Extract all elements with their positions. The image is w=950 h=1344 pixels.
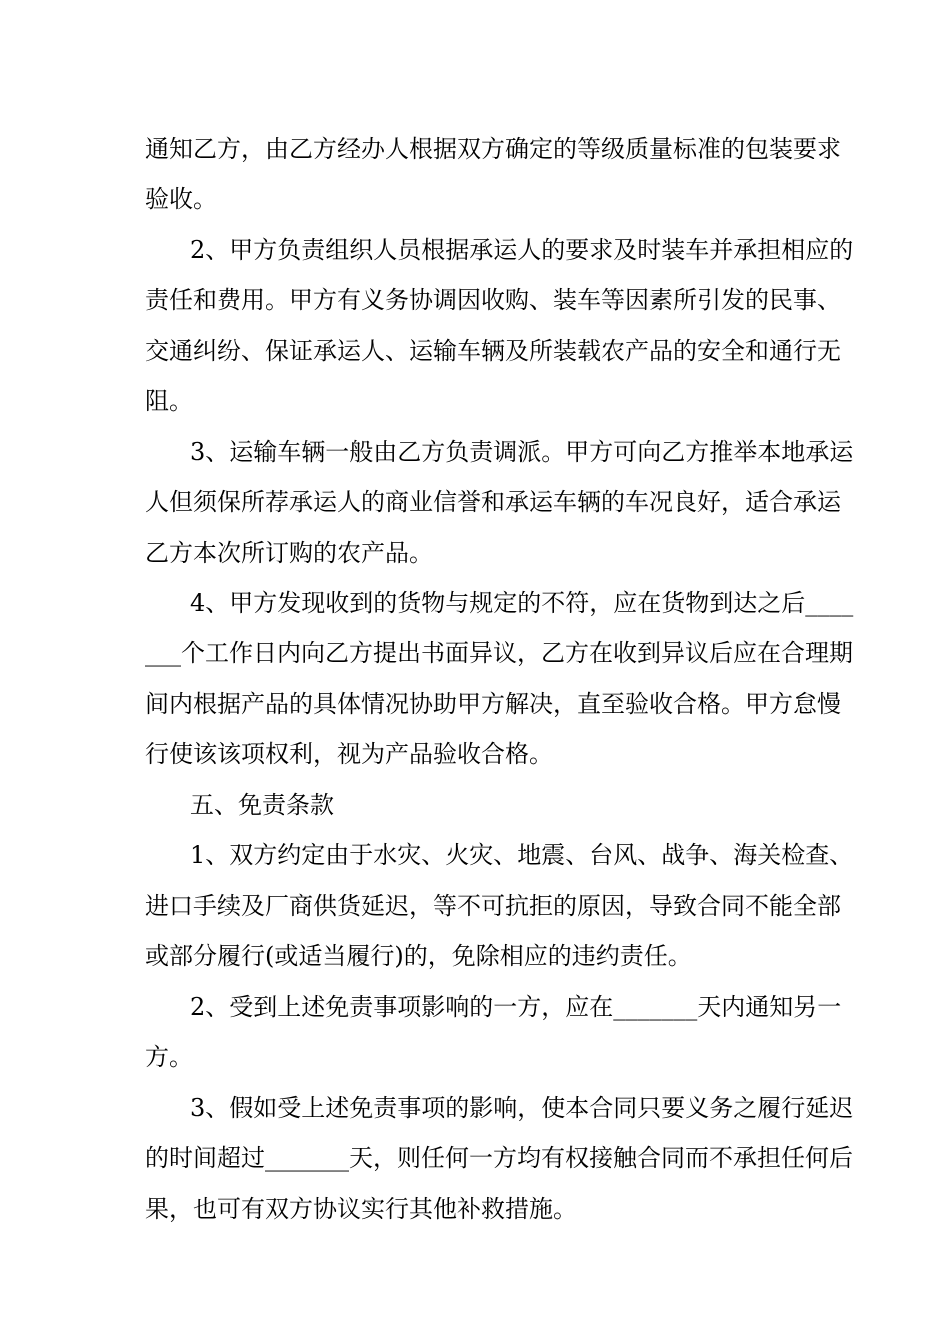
- section-heading: 五、免责条款: [190, 791, 334, 819]
- text-line: 乙方本次所订购的农产品。: [145, 539, 433, 567]
- text-line: 1、双方约定由于水灾、火灾、地震、台风、战争、海关检查、: [190, 841, 854, 869]
- text-line: 进口手续及厂商供货延迟，等不可抗拒的原因，导致合同不能全部: [145, 892, 841, 920]
- text-line: 3、假如受上述免责事项的影响，使本合同只要义务之履行延迟: [190, 1094, 854, 1122]
- text-line: ___个工作日内向乙方提出书面异议，乙方在收到异议后应在合理期: [145, 639, 853, 667]
- text-line: 阻。: [145, 387, 193, 415]
- text-line: 3、运输车辆一般由乙方负责调派。甲方可向乙方推举本地承运: [190, 438, 854, 466]
- text-line: 责任和费用。甲方有义务协调因收购、装车等因素所引发的民事、: [145, 286, 841, 314]
- text-line: 4、甲方发现收到的货物与规定的不符，应在货物到达之后____: [190, 589, 854, 617]
- text-line: 验收。: [145, 185, 217, 213]
- text-line: 通知乙方，由乙方经办人根据双方确定的等级质量标准的包装要求: [145, 135, 841, 163]
- text-line: 交通纠纷、保证承运人、运输车辆及所装载农产品的安全和通行无: [145, 337, 841, 365]
- text-line: 行使该该项权利，视为产品验收合格。: [145, 740, 553, 768]
- text-line: 或部分履行(或适当履行)的，免除相应的违约责任。: [145, 942, 692, 970]
- text-line: 的时间超过_______天，则任何一方均有权接触合同而不承担任何后: [145, 1144, 853, 1172]
- text-line: 间内根据产品的具体情况协助甲方解决，直至验收合格。甲方怠慢: [145, 690, 841, 718]
- text-line: 果，也可有双方协议实行其他补救措施。: [145, 1195, 577, 1223]
- text-line: 2、甲方负责组织人员根据承运人的要求及时装车并承担相应的: [190, 236, 854, 264]
- text-line: 方。: [145, 1043, 193, 1071]
- text-line: 人但须保所荐承运人的商业信誉和承运车辆的车况良好，适合承运: [145, 488, 841, 516]
- text-line: 2、受到上述免责事项影响的一方，应在_______天内通知另一: [190, 993, 842, 1021]
